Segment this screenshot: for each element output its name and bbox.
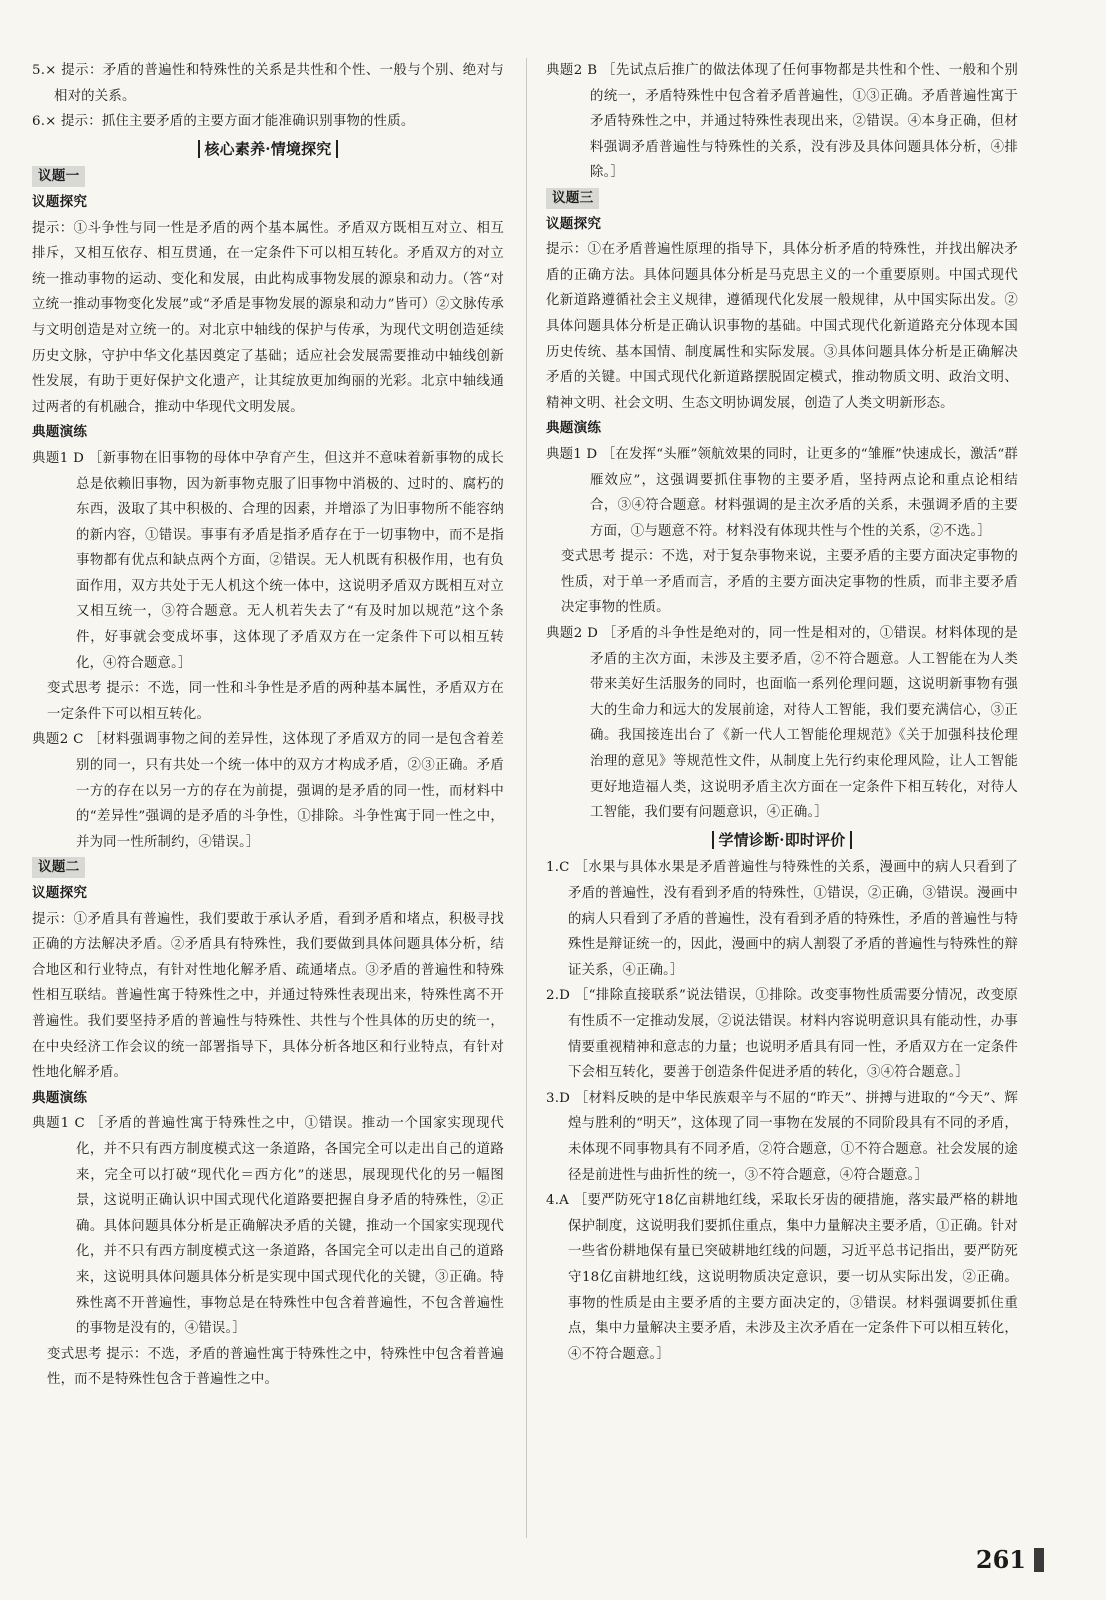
topic-3-explore-heading: 议题探究 [546, 215, 602, 232]
topic-2-drill-heading: 典题演练 [32, 1089, 88, 1106]
answer-6: 6.× 提示：抓住主要矛盾的主要方面才能准确识别事物的性质。 [32, 114, 415, 130]
right-column [546, 58, 1018, 1367]
left-column [32, 58, 504, 1393]
topic-1-variant: 变式思考 提示：不选，同一性和斗争性是矛盾的两种基本属性，矛盾双方在一定条件下可以相互转化。 [47, 681, 504, 722]
answer-5: 5.× 提示：矛盾的普遍性和特殊性的关系是共性和个性、一般与个别、绝对与相对的关系。 [32, 63, 504, 104]
section-title-diagnosis: 学情诊断·即时评价 [546, 828, 1018, 854]
topic-2-question-2: 典题2 B ［先试点后推广的做法体现了任何事物都是共性和个性、一般和个别的统一，矛盾特殊性中包含着矛盾普遍性，①③正确。矛盾普遍性寓于矛盾特殊性之中，并通过特殊性表现出来，②错误。④本身正确，但材料强调矛盾普遍性与特殊性的关系，没有涉及具体问题具体分析，④排除。］ [546, 63, 1018, 181]
page-number: 261 [975, 1545, 1026, 1574]
page-edge-marker [1034, 1548, 1044, 1572]
topic-1-question-2: 典题2 C ［材料强调事物之间的差异性，这体现了矛盾双方的同一是包含着差别的同一，只有共处一个统一体中的双方才构成矛盾，②③正确。矛盾一方的存在以另一方的存在为前提，强调的是矛盾的同一性，而材料中的“差异性”强调的是矛盾的斗争性，①排除。斗争性寓于同一性之中，并为同一性所制约，④错误。］ [32, 732, 504, 850]
topic-1-explore-heading: 议题探究 [32, 193, 88, 210]
topic-2-explore-text: 提示：①矛盾具有普遍性，我们要敢于承认矛盾，看到矛盾和堵点，积极寻找正确的方法解决矛盾。②矛盾具有特殊性，我们要做到具体问题具体分析，结合地区和行业特点，有针对性地化解矛盾、疏通堵点。③矛盾的普遍性和特殊性相互联结。普遍性寓于特殊性之中，并通过特殊性表现出来，特殊性离不开普遍性。我们要坚持矛盾的普遍性与特殊性、共性与个性具体的历史的统一，在中央经济工作会议的统一部署指导下，具体分析各地区和行业特点，有针对性地化解矛盾。 [32, 911, 504, 1081]
topic-3-variant: 变式思考 提示：不选，对于复杂事物来说，主要矛盾的主要方面决定事物的性质，对于单一矛盾而言，矛盾的主要方面决定事物的性质，而非主要矛盾决定事物的性质。 [561, 549, 1018, 616]
topic-1-drill-heading: 典题演练 [32, 424, 88, 441]
topic-3-question-2: 典题2 D ［矛盾的斗争性是绝对的，同一性是相对的，①错误。材料体现的是矛盾的主次方面，未涉及主要矛盾，②不符合题意。人工智能在为人类带来美好生活服务的同时，也面临一系列伦理问题，这说明新事物有强大的生命力和远大的发展前途，对待人工智能，我们要充满信心，③正确。我国接连出台了《新一代人工智能伦理规范》《关于加强科技伦理治理的意见》等规范性文件，从制度上先行约束伦理风险，让人工智能更好地造福人类，这说明矛盾主次方面在一定条件下相互转化，对待人工智能，我们要有问题意识，④正确。］ [546, 626, 1018, 821]
topic-2-variant: 变式思考 提示：不选，矛盾的普遍性寓于特殊性之中，特殊性中包含着普遍性，而不是特殊性包含于普遍性之中。 [47, 1346, 504, 1388]
topic-3-drill-heading: 典题演练 [546, 420, 602, 437]
topic-2-explore-heading: 议题探究 [32, 885, 88, 901]
eval-answer-4: 4.A ［要严防死守18亿亩耕地红线，采取长牙齿的硬措施，落实最严格的耕地保护制度，这说明我们要抓住重点，集中力量解决主要矛盾，①正确。针对一些省份耕地保有量已突破耕地红线的问题，习近平总书记指出，要严防死守18亿亩耕地红线，这说明物质决定意识，要一切从实际出发，②正确。事物的性质是由主要矛盾的主要方面决定的，③错误。材料强调要抓住重点，集中力量解决主要矛盾，未涉及主次矛盾在一定条件下可以相互转化，④不符合题意。］ [546, 1193, 1018, 1362]
topic-3-label: 议题三 [546, 188, 599, 209]
topic-2-label: 议题二 [32, 857, 85, 878]
topic-1-explore-text: 提示：①斗争性与同一性是矛盾的两个基本属性。矛盾双方既相互对立、相互排斥，又相互依存、相互贯通，在一定条件下可以相互转化。矛盾双方的对立统一推动事物的运动、变化和发展，由此构成事物发展的源泉和动力。（答“对立统一推动事物变化发展”或“矛盾是事物发展的源泉和动力”皆可）②文脉传承与文明创造是对立统一的。对北京中轴线的保护与传承，为现代文明创造延续历史文脉，守护中华文化基因奠定了基础；适应社会发展需要推动中轴线创新性发展，有助于更好保护文化遗产，让其绽放更加绚丽的光彩。北京中轴线通过两者的有机融合，推动中华现代文明发展。 [32, 220, 504, 415]
eval-answer-3: 3.D ［材料反映的是中华民族艰辛与不屈的“昨天”、拼搏与进取的“今天”、辉煌与胜利的“明天”，这体现了同一事物在发展的不同阶段具有不同的矛盾，未体现不同事物具有不同矛盾，②符合题意，①不符合题意。社会发展的途径是前进性与曲折性的统一，③不符合题意，④符合题意。］ [546, 1090, 1018, 1183]
eval-answer-1: 1.C ［水果与具体水果是矛盾普遍性与特殊性的关系，漫画中的病人只看到了矛盾的普遍性，没有看到矛盾的特殊性，①错误，②正确，③错误。漫画中的病人只看到了矛盾的普遍性，没有看到矛盾的特殊性，矛盾的普遍性与特殊性是辩证统一的，因此，漫画中的病人割裂了矛盾的普遍性与特殊性的辩证关系，④正确。］ [546, 860, 1018, 978]
topic-1-label: 议题一 [32, 166, 85, 187]
topic-1-question-1: 典题1 D ［新事物在旧事物的母体中孕育产生，但这并不意味着新事物的成长总是依赖旧事物，因为新事物克服了旧事物中消极的、过时的、腐朽的东西，汲取了其中积极的、合理的因素，并增添了为旧事物所不能容纳的新内容，①错误。事事有矛盾是指矛盾存在于一切事物中，而不是指事物都有优点和缺点两个方面，②错误。无人机既有积极作用，也有负面作用，双方共处于无人机这个统一体中，这说明矛盾双方既相互对立又相互统一，③符合题意。无人机若失去了“有及时加以规范”这个条件，好事就会变成坏事，这体现了矛盾双方在一定条件下可以相互转化，④符合题意。］ [32, 450, 504, 671]
topic-3-explore-text: 提示：①在矛盾普遍性原理的指导下，具体分析矛盾的特殊性，并找出解决矛盾的正确方法。具体问题具体分析是马克思主义的一个重要原则。中国式现代化新道路遵循社会主义规律，遵循现代化发展一般规律，从中国实际出发。②具体问题具体分析是正确认识事物的基础。中国式现代化新道路充分体现本国历史传统、基本国情、制度属性和实际发展。③具体问题具体分析是正确解决矛盾的关键。中国式现代化新道路摆脱固定模式，推动物质文明、政治文明、精神文明、社会文明、生态文明协调发展，创造了人类文明新形态。 [546, 242, 1018, 411]
column-divider [526, 58, 527, 1538]
section-title-core: 核心素养·情境探究 [32, 137, 504, 163]
topic-2-question-1: 典题1 C ［矛盾的普遍性寓于特殊性之中，①错误。推动一个国家实现现代化，并不只有西方制度模式这一条道路，各国完全可以走出自己的道路来，完全可以打破“现代化＝西方化”的迷思，展现现代化的另一幅图景，这说明正确认识中国式现代化道路要把握自身矛盾的特殊性，②正确。具体问题具体分析是正确解决矛盾的关键，推动一个国家实现现代化，并不只有西方制度模式这一条道路，各国完全可以走出自己的道路来，这说明具体问题具体分析是实现中国式现代化的关键，③正确。特殊性离不开普遍性，事物总是在特殊性中包含着普遍性，不包含普遍性的事物是没有的，④错误。］ [32, 1116, 504, 1337]
topic-3-question-1: 典题1 D ［在发挥“头雁”领航效果的同时，让更多的“雏雁”快速成长，激活“群雁效应”，这强调要抓住事物的主要矛盾，坚持两点论和重点论相结合，③④符合题意。材料强调的是主次矛盾的关系，未强调矛盾的主要方面，①与题意不符。材料没有体现共性与个性的关系，②不选。］ [546, 446, 1018, 539]
eval-answer-2: 2.D ［“排除直接联系”说法错误，①排除。改变事物性质需要分情况，改变原有性质不一定推动发展，②说法错误。材料内容说明意识具有能动性，办事情要重视精神和意志的力量；也说明矛盾具有同一性，矛盾双方在一定条件下会相互转化，要善于创造条件促进矛盾的转化，③④符合题意。］ [546, 988, 1018, 1081]
